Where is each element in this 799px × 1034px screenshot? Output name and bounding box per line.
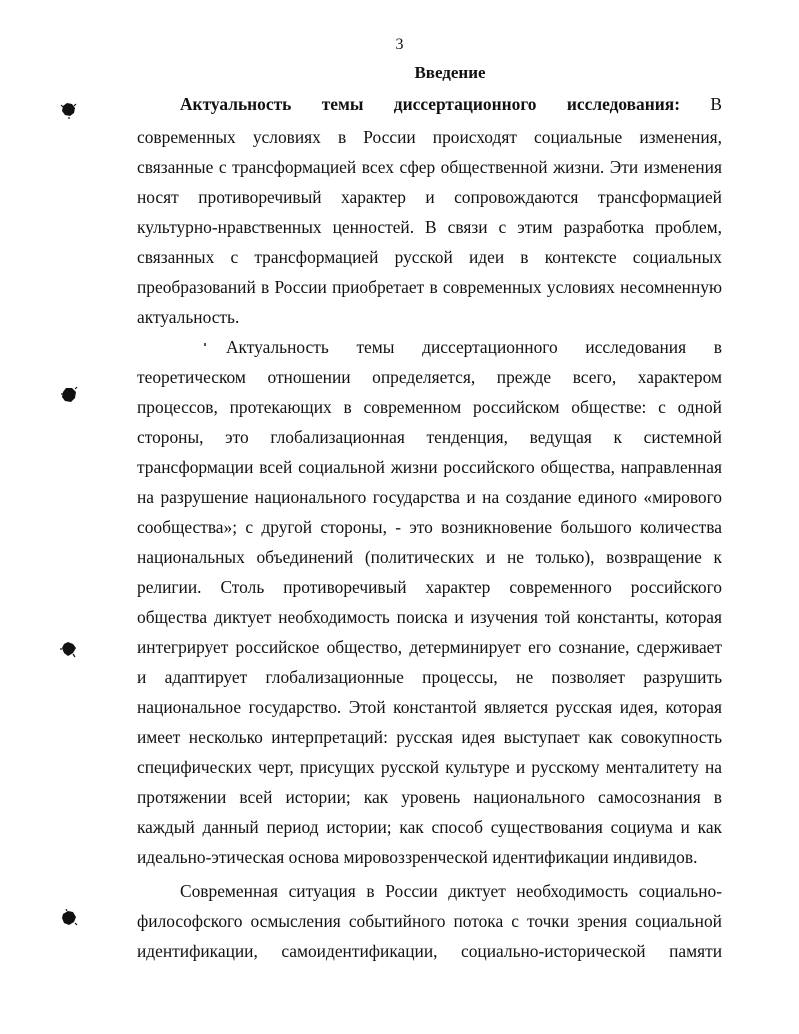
page-number: 3: [395, 36, 404, 53]
paragraph-line: стороны, это глобализационная тенденция, ведущая к системной: [137, 427, 722, 447]
paragraph-line: [180, 93, 722, 115]
paragraph-line: национальных объединений (политических и не только), возвращение к: [137, 547, 722, 567]
paragraph-line: Актуальность темы диссертационного исследования в: [226, 337, 722, 357]
paragraph-line: связанных с трансформацией русской идеи в контексте социальных: [137, 247, 722, 267]
paragraph-line: актуальность.: [137, 307, 240, 327]
binder-hole-icon: [60, 386, 74, 400]
paragraph-line: общества диктует необходимость поиска и изучения той константы, которая: [137, 607, 722, 627]
scan-speck: [204, 343, 206, 346]
paragraph-line: религии. Столь противоречивый характер современного российского: [137, 577, 722, 597]
paragraph-line: культурно-нравственных ценностей. В связи с этим разработка проблем,: [137, 217, 722, 237]
paragraph-line: каждый данный период истории; как способ существования социума и как: [137, 817, 722, 837]
emphasis-title: Актуальность темы диссертационного исследования:: [180, 94, 680, 114]
paragraph-line: интегрирует российское общество, детерминирует его сознание, сдерживает: [137, 637, 722, 657]
paragraph-line: современных условиях в России происходят социальные изменения,: [137, 127, 722, 147]
paragraph-line: процессов, протекающих в современном российском обществе: с одной: [137, 397, 722, 417]
paragraph-line: специфических черт, присущих русской культуре и русскому менталитету на: [137, 757, 722, 777]
paragraph-line: преобразований в России приобретает в современных условиях несомненную: [137, 277, 722, 297]
line-text: В: [710, 94, 722, 114]
paragraph-line: сообщества»; с другой стороны, - это возникновение большого количества: [137, 517, 722, 537]
binder-hole-icon: [60, 909, 74, 923]
section-heading: Введение: [414, 63, 486, 82]
paragraph-line: имеет несколько интерпретаций: русская идея выступает как совокупность: [137, 727, 722, 747]
paragraph-line: связанные с трансформацией всех сфер общественной жизни. Эти изменения: [137, 157, 722, 177]
paragraph-line: протяжении всей истории; как уровень национального самосознания в: [137, 787, 722, 807]
paragraph-line: на разрушение национального государства и на создание единого «мирового: [137, 487, 722, 507]
paragraph-line: носят противоречивый характер и сопровождаются трансформацией: [137, 187, 722, 207]
paragraph-line: философского осмысления событийного потока с точки зрения социальной: [137, 911, 722, 931]
paragraph-line: идентификации, самоидентификации, социально-исторической памяти: [137, 941, 722, 961]
paragraph-line: национальное государство. Этой константой является русская идея, которая: [137, 697, 722, 717]
binder-hole-icon: [60, 101, 74, 115]
paragraph-line: идеально-этическая основа мировоззренческой идентификации индивидов.: [137, 847, 698, 867]
paragraph-line: трансформации всей социальной жизни российского общества, направленная: [137, 457, 722, 477]
binder-hole-icon: [60, 640, 74, 654]
paragraph-line: и адаптирует глобализационные процессы, не позволяет разрушить: [137, 667, 722, 687]
paragraph-line: Современная ситуация в России диктует необходимость социально-: [180, 881, 722, 901]
paragraph-line: теоретическом отношении определяется, прежде всего, характером: [137, 367, 722, 387]
